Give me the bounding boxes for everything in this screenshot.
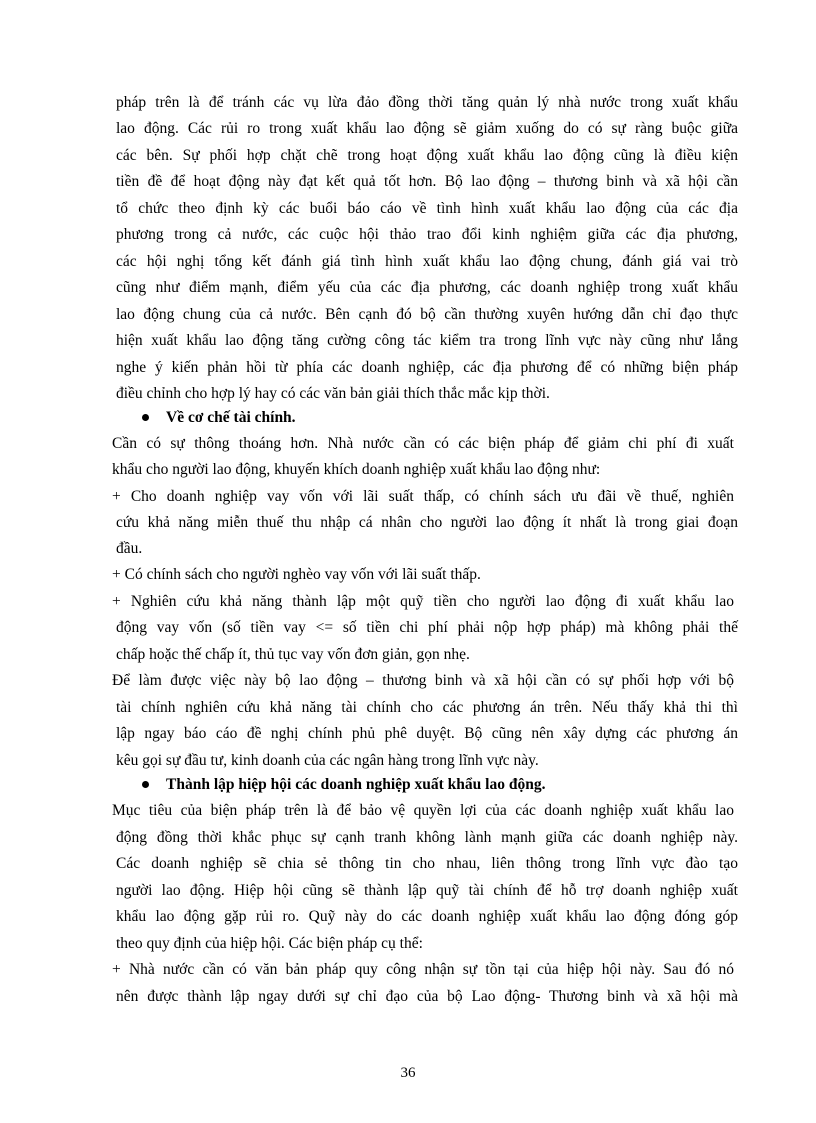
- text-line: động vay vốn (số tiền vay <= số tiền chi phí phải nộp hợp pháp) mà không phải thế: [116, 619, 738, 636]
- text-line: cũng như điểm mạnh, điểm yếu của các địa phương, các doanh nghiệp trong xuất khẩu: [116, 279, 738, 296]
- text-line: nên được thành lập ngay dưới sự chỉ đạo của bộ Lao động- Thương binh và xã hội mà: [116, 988, 738, 1005]
- text-line: khẩu lao động gặp rủi ro. Quỹ này do các doanh nghiệp xuất khẩu lao động đóng góp: [116, 908, 738, 925]
- text-line: cứu khả năng miễn thuế thu nhập cá nhân cho người lao động ít nhất là trong giai đoạn: [116, 514, 738, 531]
- bullet-icon: [142, 781, 149, 788]
- bullet-icon: [142, 414, 149, 421]
- text-line: lao động chung của cả nước. Bên cạnh đó bộ cần thường xuyên hướng dẫn chỉ đạo thực: [116, 306, 738, 323]
- section-heading: Về cơ chế tài chính.: [166, 409, 296, 426]
- text-line: khẩu cho người lao động, khuyến khích doanh nghiệp xuất khẩu lao động như:: [112, 461, 601, 478]
- page-number: 36: [400, 1065, 416, 1081]
- text-line: Cần có sự thông thoáng hơn. Nhà nước cần có các biện pháp để giảm chi phí đi xuất: [112, 435, 734, 452]
- text-line: + Cho doanh nghiệp vay vốn với lãi suất thấp, có chính sách ưu đãi về thuế, nghiên: [112, 488, 734, 505]
- text-line: đầu.: [116, 540, 143, 557]
- text-line: các hội nghị tổng kết đánh giá tình hình xuất khẩu lao động chung, đánh giá vai trò: [116, 253, 738, 270]
- text-line: Để làm được việc này bộ lao động – thương binh và xã hội cần có sự phối hợp với bộ: [112, 672, 734, 689]
- text-line: Mục tiêu của biện pháp trên là để bảo vệ quyền lợi của các doanh nghiệp xuất khẩu lao: [112, 802, 734, 819]
- text-line: các bên. Sự phối hợp chặt chẽ trong hoạt động xuất khẩu lao động cũng là điều kiện: [116, 147, 738, 164]
- text-line: chấp hoặc thế chấp ít, thủ tục vay vốn đơn giản, gọn nhẹ.: [116, 646, 470, 663]
- text-line: phương trong cả nước, các cuộc hội thảo trao đổi kinh nghiệm giữa các địa phương,: [116, 226, 738, 243]
- text-line: lập ngay báo cáo đề nghị chính phủ phê duyệt. Bộ cũng nên xây dựng các phương án: [116, 725, 738, 742]
- text-line: lao động. Các rủi ro trong xuất khẩu lao động sẽ giảm xuống do có sự ràng buộc giữa: [116, 120, 738, 137]
- text-line: động đồng thời khắc phục sự cạnh tranh không lành mạnh giữa các doanh nghiệp này.: [116, 829, 738, 846]
- text-line: tiền đề để hoạt động này đạt kết quả tốt hơn. Bộ lao động – thương binh và xã hội cần: [116, 173, 738, 190]
- text-line: tổ chức theo định kỳ các buổi báo cáo về tình hình xuất khẩu lao động của các địa: [116, 200, 738, 217]
- text-line: điều chỉnh cho hợp lý hay có các văn bản giải thích thắc mắc kịp thời.: [116, 385, 550, 402]
- text-line: Các doanh nghiệp sẽ chia sẻ thông tin cho nhau, liên thông trong lĩnh vực đào tạo: [116, 855, 738, 872]
- text-line: nghe ý kiến phản hồi từ phía các doanh nghiệp, các địa phương để có những biện pháp: [116, 359, 738, 376]
- section-heading: Thành lập hiệp hội các doanh nghiệp xuất khẩu lao động.: [166, 776, 546, 793]
- text-line: theo quy định của hiệp hội. Các biện pháp cụ thể:: [116, 935, 423, 952]
- text-line: + Có chính sách cho người nghèo vay vốn với lãi suất thấp.: [112, 566, 481, 583]
- text-line: + Nhà nước cần có văn bản pháp quy công nhận sự tồn tại của hiệp hội này. Sau đó nó: [112, 961, 734, 978]
- text-line: người lao động. Hiệp hội cũng sẽ thành lập quỹ tài chính để hỗ trợ doanh nghiệp xuất: [116, 882, 738, 899]
- text-line: hiện xuất khẩu lao động tăng cường công tác kiểm tra trong lĩnh vực này cũng như lắng: [116, 332, 738, 349]
- text-line: + Nghiên cứu khả năng thành lập một quỹ tiền cho người lao động đi xuất khẩu lao: [112, 593, 734, 610]
- text-line: tài chính nghiên cứu khả năng tài chính cho các phương án trên. Nếu thấy khả thi thì: [116, 699, 738, 716]
- text-line: pháp trên là để tránh các vụ lừa đảo đồng thời tăng quản lý nhà nước trong xuất khẩu: [116, 94, 738, 111]
- text-line: kêu gọi sự đầu tư, kinh doanh của các ngân hàng trong lĩnh vực này.: [116, 752, 539, 769]
